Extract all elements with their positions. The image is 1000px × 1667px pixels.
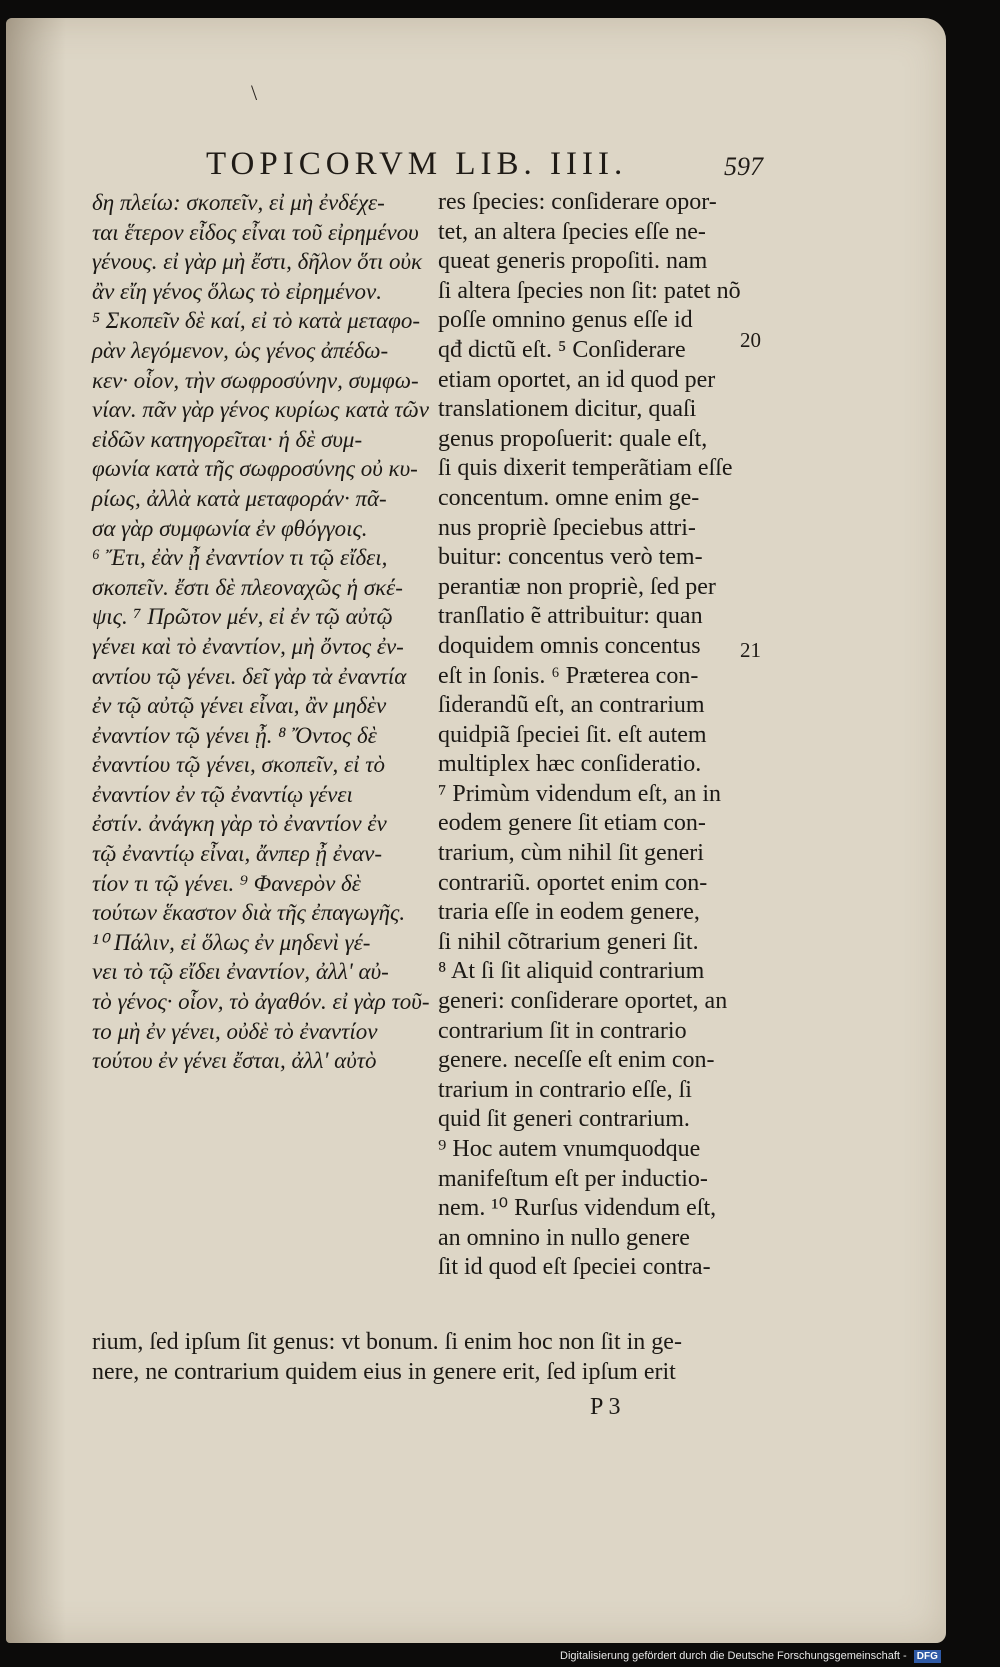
latin-line: contrarium ſit in contrario [438, 1017, 687, 1044]
greek-line: ἐναντίου τῷ γένει, σκοπεῖν, εἰ τὸ [92, 752, 385, 778]
latin-line: res ſpecies: conſiderare opor- [438, 189, 717, 215]
greek-line: τὸ γένος· οἷον, τὸ ἀγαθόν. εἰ γὰρ τοῦ- [92, 989, 430, 1015]
latin-line: queat generis propoſiti. nam [438, 248, 708, 275]
greek-line: το μὴ ἐν γένει, οὐδὲ τὸ ἐναντίον [92, 1018, 378, 1044]
latin-line: tranſlatio ẽ attribuitur: quan [438, 603, 703, 630]
latin-line: ſi altera ſpecies non ſit: patet nõ [438, 277, 741, 304]
dfg-logo: DFG [914, 1650, 941, 1663]
margin-number: 20 [740, 328, 761, 352]
latin-line: trarium, cùm nihil ſit generi [438, 840, 704, 867]
greek-line: ἐναντίον ἐν τῷ ἐναντίῳ γένει [92, 781, 353, 807]
latin-line: doquidem omnis concentus [438, 632, 701, 659]
greek-line: ἂν εἴη γένος ὅλως τὸ εἰρημένον. [92, 278, 383, 304]
greek-line: ἐναντίον τῷ γένει ᾖ. ⁸ Ὄντος δὲ [92, 722, 377, 748]
latin-line: perantiæ non propriè, ſed per [438, 573, 716, 600]
bottom-line: nere, ne contrarium quidem eius in genere erit, ſed ipſum erit [92, 1358, 676, 1385]
greek-line: σα γὰρ συμφωνία ἐν φθόγγοις. [92, 515, 368, 541]
latin-line: etiam oportet, an id quod per [438, 366, 716, 393]
greek-line: φωνία κατὰ τῆς σωφροσύνης οὐ κυ- [92, 456, 418, 482]
greek-line: τούτου ἐν γένει ἔσται, ἀλλ' αὐτὸ [92, 1048, 377, 1074]
latin-line: contrariũ. oportet enim con- [438, 869, 708, 896]
greek-line: ψις. ⁷ Πρῶτον μέν, εἰ ἐν τῷ αὐτῷ [92, 604, 393, 630]
page-number: 597 [724, 152, 763, 181]
greek-line: αντίου τῷ γένει. δεῖ γὰρ τὰ ἐναντία [92, 663, 407, 689]
latin-line: multiplex hæc conſideratio. [438, 751, 702, 778]
greek-line: δη πλείω: σκοπεῖν, εἰ μὴ ἐνδέχε- [92, 190, 385, 215]
full-width-lines [92, 1328, 792, 1387]
greek-text-column [92, 188, 430, 1076]
latin-line: translationem dicitur, quaſi [438, 396, 697, 423]
footer-text: Digitalisierung gefördert durch die Deutsche Forschungsgemeinschaft - [560, 1650, 907, 1662]
latin-text-column [438, 188, 768, 1283]
latin-line: ⁸ At ſi ſit aliquid contrarium [438, 958, 705, 985]
latin-line: manifeſtum eſt per inductio- [438, 1165, 708, 1192]
greek-line: κεν· οἷον, τὴν σωφροσύνην, συμφω- [92, 367, 419, 393]
latin-line: ſiderandũ eſt, an contrarium [438, 692, 705, 719]
latin-line: ſi quis dixerit temperãtiam eſſe [438, 455, 733, 482]
greek-line: νει τὸ τῷ εἴδει ἐναντίον, ἀλλ' αὐ- [92, 959, 389, 985]
greek-line: ⁶ Ἔτι, ἐὰν ᾖ ἐναντίον τι τῷ εἴδει, [92, 545, 388, 571]
latin-line: ſi nihil cõtrarium generi ſit. [438, 928, 699, 955]
latin-line: ſit id quod eſt ſpeciei contra- [438, 1254, 711, 1281]
greek-line: ⁵ Σκοπεῖν δὲ καί, εἰ τὸ κατὰ μεταφο- [92, 308, 421, 334]
latin-line: poſſe omnino genus eſſe id [438, 307, 693, 334]
latin-line: quid ſit generi contrarium. [438, 1106, 690, 1133]
gutter-shadow [6, 18, 66, 1643]
greek-line: τῷ ἐναντίῳ εἶναι, ἄνπερ ᾖ ἐναν- [92, 841, 383, 867]
running-head: TOPICORVM LIB. IIII. [206, 146, 628, 182]
greek-line: γένους. εἰ γὰρ μὴ ἔστι, δῆλον ὅτι οὐκ [92, 249, 423, 275]
latin-line: tet, an altera ſpecies eſſe ne- [438, 218, 706, 245]
bottom-line: rium, ſed ipſum ſit genus: vt bonum. ſi enim hoc non ſit in ge- [92, 1329, 682, 1355]
latin-line: eſt in ſonis. ⁶ Præterea con- [438, 662, 699, 689]
latin-line: nus propriè ſpeciebus attri- [438, 514, 696, 541]
greek-line: τούτων ἕκαστον διὰ τῆς ἐπαγωγῆς. [92, 900, 406, 926]
latin-line: generi: conſiderare oportet, an [438, 988, 728, 1015]
book-page [6, 18, 946, 1643]
greek-line: ται ἕτερον εἶδος εἶναι τοῦ εἰρημένου [92, 219, 419, 245]
latin-line: traria eſſe in eodem genere, [438, 899, 700, 926]
latin-line: eodem genere ſit etiam con- [438, 810, 706, 837]
latin-line: nem. ¹⁰ Rurſus videndum eſt, [438, 1195, 717, 1222]
margin-number: 21 [740, 638, 761, 662]
greek-line: τίον τι τῷ γένει. ⁹ Φανερὸν δὲ [92, 870, 361, 896]
latin-line: quidpiã ſpeciei ſit. eſt autem [438, 721, 707, 748]
latin-line: ⁷ Primùm videndum eſt, an in [438, 780, 722, 807]
latin-line: ⁹ Hoc autem vnumquodque [438, 1136, 701, 1162]
latin-line: trarium in contrario eſſe, ſi [438, 1076, 692, 1103]
greek-line: νίαν. πᾶν γὰρ γένος κυρίως κατὰ τῶν [92, 397, 429, 423]
greek-line: σκοπεῖν. ἔστι δὲ πλεοναχῶς ἡ σκέ- [92, 574, 403, 600]
page-header [6, 146, 946, 186]
greek-line: ¹⁰ Πάλιν, εἰ ὅλως ἐν μηδενὶ γέ- [92, 929, 371, 955]
footer-credit [560, 1646, 1000, 1667]
greek-line: ρίως, ἀλλὰ κατὰ μεταφοράν· πᾶ- [92, 485, 387, 511]
greek-line: ἐστίν. ἀνάγκη γὰρ τὸ ἐναντίον ἐν [92, 811, 387, 837]
greek-line: εἰδῶν κατηγορεῖται· ἡ δὲ συμ- [92, 426, 363, 452]
greek-line: ἐν τῷ αὐτῷ γένει εἶναι, ἂν μηδὲν [92, 693, 387, 719]
ink-mark: \ [251, 80, 258, 105]
latin-line: genus propoſuerit: quale eſt, [438, 425, 708, 452]
greek-line: ρὰν λεγόμενον, ὡς γένος ἀπέδω- [92, 337, 389, 363]
latin-line: qđ dictũ eſt. ⁵ Conſiderare [438, 336, 686, 363]
greek-line: γένει καὶ τὸ ἐναντίον, μὴ ὄντος ἐν- [92, 633, 404, 659]
latin-line: an omnino in nullo genere [438, 1224, 690, 1251]
signature-mark: P 3 [590, 1394, 621, 1420]
latin-line: genere. neceſſe eſt enim con- [438, 1047, 715, 1074]
latin-line: concentum. omne enim ge- [438, 484, 700, 511]
latin-line: buitur: concentus verò tem- [438, 544, 703, 571]
